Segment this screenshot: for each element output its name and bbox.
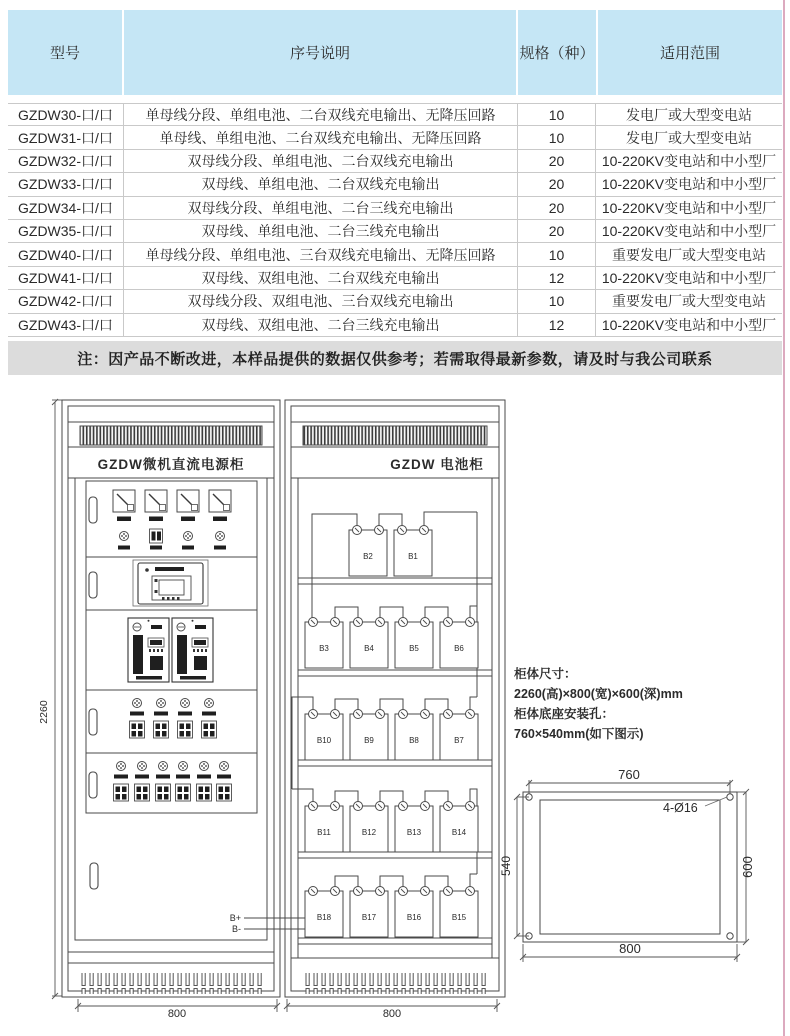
note-bar: 注：因产品不断改进，本样品提供的数据仅供参考；若需取得最新参数，请及时与我公司联系 [8,341,782,375]
range-cell: 10-220KV变电站和中小型厂 [601,223,777,240]
mount-dim-right: 600 [740,856,755,878]
table-row [8,126,782,149]
col-header-range: 适用范围 [598,10,782,95]
analog-meter-icon [145,490,167,521]
battery-cell [350,710,388,761]
model-cell: GZDW33-口/口 [8,173,124,195]
desc-cell: 双母线、双组电池、二台双线充电输出 [124,267,518,289]
col-header-model: 型号 [8,10,122,95]
desc-cell: 双母线、双组电池、二台三线充电输出 [124,314,518,336]
height-dimension [52,399,62,999]
desc-cell: 双母线分段、单组电池、二台三线充电输出 [124,197,518,219]
indicator-lamp-icon [214,532,226,550]
spec-cell: 10 [518,126,596,148]
breaker-unit-icon [197,762,212,802]
range-cell: 10-220KV变电站和中小型厂 [601,199,777,216]
height-dim-label: 2260 [38,700,50,724]
model-cell: GZDW32-口/口 [8,150,124,172]
battery-cell [440,802,478,853]
range-cell: 10-220KV变电站和中小型厂 [601,316,777,333]
breaker-unit-icon [156,762,171,802]
battery-label: B5 [409,644,419,653]
spec-cell: 12 [518,267,596,289]
width-dim-label: 800 [167,1008,187,1020]
battery-label: B14 [451,828,467,837]
table-row [8,290,782,313]
door-handle-icon [89,572,97,598]
size-value: 2260(高)×800(宽)×600(深)mm [514,687,683,701]
spec-cell: 10 [518,290,596,312]
table-row [8,197,782,220]
battery-label: B2 [363,552,373,561]
size-title: 柜体尺寸： [514,667,577,681]
battery-label: B12 [361,828,377,837]
breaker-unit-icon [114,762,129,802]
battery-cell [350,887,388,938]
battery-cell [305,618,343,669]
bottom-vent-grille [303,973,487,994]
door-handle-icon [90,863,98,889]
spec-cell: 10 [518,243,596,265]
table-row [8,243,782,266]
analog-meter-icon [209,490,231,521]
desc-cell: 单母线、单组电池、二台双线充电输出、无降压回路 [124,126,518,148]
mount-dim-top: 760 [618,767,640,782]
spec-cell: 12 [518,314,596,336]
spec-cell: 20 [518,220,596,242]
mount-dim-bottom: 800 [619,941,641,956]
mount-dim-left-lines [514,794,529,939]
desc-cell: 双母线、单组电池、二台双线充电输出 [124,173,518,195]
col-header-spec: 规格（种） [518,10,596,95]
table-row [8,173,782,196]
spec-cell: 20 [518,173,596,195]
analog-meter-icon [113,490,135,521]
range-cell: 10-220KV变电站和中小型厂 [601,269,777,286]
range-cell: 10-220KV变电站和中小型厂 [601,176,777,193]
door-handle-icon [89,772,97,798]
battery-cell [440,618,478,669]
table-header-row [8,10,782,95]
top-vent-grille [303,426,487,445]
breaker-unit-icon [202,699,217,739]
cabinet-specs-text [514,666,683,741]
col-header-desc: 序号说明 [124,10,516,95]
battery-cabinet-title: GZDW 电池柜 [390,457,484,472]
desc-cell: 双母线分段、双组电池、三台双线充电输出 [124,290,518,312]
terminal-pos-label: B+ [229,913,241,923]
terminal-pos-wire [244,892,310,918]
range-cell: 重要发电厂或大型变电站 [612,293,766,310]
breaker-unit-icon [130,699,145,739]
range-cell: 重要发电厂或大型变电站 [612,246,766,263]
charger-module [128,618,169,682]
monitor-unit [133,560,208,606]
door-handle-icon [89,709,97,735]
analog-meter-icon [177,490,199,521]
holes-leader-line [705,797,727,806]
breaker-unit-icon [154,699,169,739]
mount-title: 柜体底座安装孔： [514,707,615,721]
table-row [8,220,782,243]
mount-hole-diagram [499,767,755,962]
selector-switch-icon [150,529,163,550]
mount-dim-left: 540 [499,855,513,877]
table-body [8,103,782,337]
battery-cell [440,887,478,938]
model-cell: GZDW43-口/口 [8,314,124,336]
model-cell: GZDW31-口/口 [8,126,124,148]
model-cell: GZDW35-口/口 [8,220,124,242]
terminal-neg-label: B- [232,924,241,934]
table-row [8,103,782,126]
cabinet-drawings [0,388,790,1036]
battery-cell [395,887,433,938]
battery-label: B11 [317,828,331,837]
battery-cell [349,526,387,577]
holes-label: 4-Ø16 [663,801,698,815]
range-cell: 10-220KV变电站和中小型厂 [601,152,777,169]
table-row [8,150,782,173]
charger-module [172,618,213,682]
model-cell: GZDW41-口/口 [8,267,124,289]
bottom-vent-grille [80,973,263,994]
breaker-unit-icon [135,762,150,802]
spec-cell: 10 [518,104,596,125]
battery-label: B9 [364,736,374,745]
top-vent-grille [80,426,262,445]
indicator-lamp-icon [182,532,194,550]
power-cabinet-drawing [38,399,331,1020]
desc-cell: 单母线分段、单组电池、二台双线充电输出、无降压回路 [124,104,518,125]
battery-label: B8 [409,736,419,745]
breaker-unit-icon [217,762,232,802]
model-cell: GZDW42-口/口 [8,290,124,312]
range-cell: 发电厂或大型变电站 [626,129,752,146]
table-row [8,314,782,337]
spec-cell: 20 [518,197,596,219]
battery-cell [394,526,432,577]
model-cell: GZDW40-口/口 [8,243,124,265]
desc-cell: 双母线、单组电池、二台三线充电输出 [124,220,518,242]
battery-label: B15 [451,913,467,922]
battery-label: B13 [406,828,422,837]
power-cabinet-title: GZDW微机直流电源柜 [97,457,245,472]
model-cell: GZDW30-口/口 [8,104,124,125]
battery-cell [440,710,478,761]
battery-label: B7 [454,736,464,745]
battery-label: B17 [361,913,377,922]
spec-table [8,10,782,337]
battery-cell [305,710,343,761]
breaker-unit-icon [176,762,191,802]
battery-cell [395,618,433,669]
battery-cell [395,710,433,761]
breaker-unit-icon [178,699,193,739]
model-cell: GZDW34-口/口 [8,197,124,219]
spec-cell: 20 [518,150,596,172]
battery-cell [350,618,388,669]
battery-label: B6 [454,644,464,653]
table-row [8,267,782,290]
width-dim-label: 800 [382,1008,402,1020]
range-cell: 发电厂或大型变电站 [626,106,752,123]
battery-cell [305,887,343,938]
battery-label: B4 [364,644,374,653]
mount-value: 760×540mm(如下图示) [514,727,644,741]
indicator-lamp-icon [118,532,130,550]
battery-label: B16 [406,913,422,922]
desc-cell: 双母线分段、单组电池、二台双线充电输出 [124,150,518,172]
battery-cell [395,802,433,853]
battery-label: B1 [408,552,418,561]
battery-label: B3 [319,644,329,653]
battery-cell [350,802,388,853]
battery-cell [305,802,343,853]
battery-label: B10 [316,736,332,745]
battery-cabinet-drawing [284,400,505,1020]
battery-label: B18 [316,913,332,922]
door-handle-icon [89,497,97,523]
desc-cell: 单母线分段、单组电池、三台双线充电输出、无降压回路 [124,243,518,265]
